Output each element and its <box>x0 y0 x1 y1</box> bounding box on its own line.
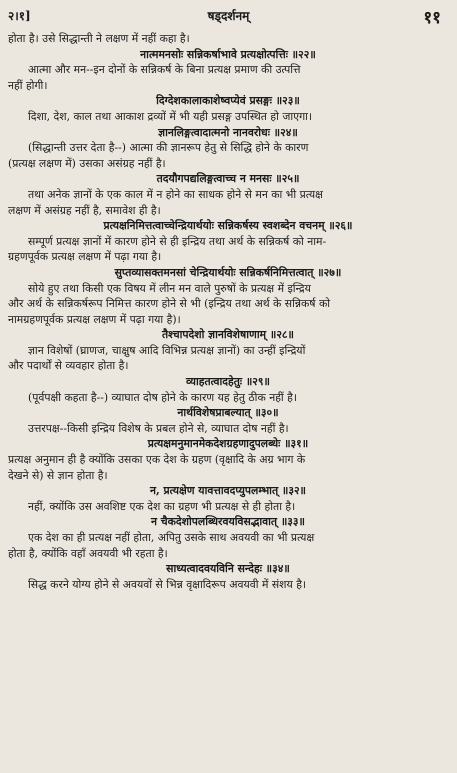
paragraph-start-line: सोये हुए तथा किसी एक विषय में लीन मन वाले पुरुषों के प्रत्यक्ष में इन्द्रिय <box>28 281 311 295</box>
sutra-line: प्रत्यक्षमनुमानमेकदेशग्रहणादुपलब्धेः ॥३१॥ <box>147 437 309 451</box>
page-header <box>8 5 449 27</box>
commentary-line: प्रत्यक्ष अनुमान ही है क्योंकि उसका एक देश के ग्रहण (वृक्षादि के अग्र भाग के <box>8 453 306 467</box>
sutra-line: ज्ञानलिङ्गत्वादात्मनो नानवरोधः ॥२४॥ <box>158 125 298 139</box>
paragraph-start-line: आत्मा और मन--इन दोनों के सन्निकर्ष के बिना प्रत्यक्ष प्रमाण की उत्पत्ति <box>28 63 301 77</box>
commentary-line: होता है, क्योंकि वहाँ अवयवी भी रहता है। <box>8 546 168 560</box>
paragraph-start-line: एक देश का ही प्रत्यक्ष नहीं होता, अपितु उसके साथ अवयवी का भी प्रत्यक्ष <box>28 531 315 544</box>
running-title: षड्दर्शनम् <box>207 9 250 23</box>
sutra-line: तैश्चापदेशो ज्ञानविशेषाणाम् ॥२८॥ <box>161 328 295 342</box>
paragraph-start-line: (पूर्वपक्षी कहता है--) व्याघात दोष होने के कारण यह हेतु ठीक नहीं है। <box>28 390 297 404</box>
sutra-line: नार्थविशेषप्राबल्यात् ॥३०॥ <box>177 406 279 420</box>
sutra-line: व्याहतत्वादहेतुः ॥२९॥ <box>185 375 271 389</box>
sutra-line: तदयौगपद्यलिङ्गत्वाच्च न मनसः ॥२५॥ <box>156 172 300 186</box>
sutra-line: दिग्देशकालाकाशेष्वप्येवं प्रसङ्गः ॥२३॥ <box>156 94 300 108</box>
commentary-line: ग्रहणपूर्वक प्रत्यक्ष लक्षण में पढ़ा गया है। <box>8 250 162 264</box>
commentary-line: (प्रत्यक्ष लक्षण में) उसका असंग्रह नहीं है। <box>8 156 166 170</box>
chapter-marker: २।१] <box>8 9 31 23</box>
commentary-line: लक्षण में असंग्रह नहीं है, समावेश ही है। <box>8 203 161 217</box>
paragraph-start-line: दिशा, देश, काल तथा आकाश द्रव्यों में भी यही प्रसङ्ग उपस्थित हो जाएगा। <box>28 109 313 123</box>
paragraph-start-line: उत्तरपक्ष--किसी इन्द्रिय विशेष के प्रबल होने से, व्याघात दोष नहीं है। <box>28 421 289 435</box>
page-number: ११ <box>423 8 441 28</box>
commentary-line: और पदार्थों से व्यवहार होता है। <box>8 359 129 373</box>
commentary-line: नहीं होगी। <box>8 78 48 92</box>
paragraph-start-line: नहीं, क्योंकि उस अवशिष्ट एक देश का ग्रहण भी प्रत्यक्ष से ही होता है। <box>28 499 296 513</box>
commentary-line: और अर्थ के सन्निकर्षरूप निमित्त कारण होने से भी (इन्द्रिय तथा अर्थ के सन्निकर्ष को <box>8 297 331 311</box>
sutra-line: सुप्तव्यासक्तमनसां चेन्द्रियार्थयोः सन्निकर्षनिमित्तत्वात् ॥२७॥ <box>114 265 342 279</box>
paragraph-start-line: सम्पूर्ण प्रत्यक्ष ज्ञानों में कारण होने से ही इन्द्रिय तथा अर्थ के सन्निकर्ष को नाम- <box>28 234 327 248</box>
sutra-line: न चैकदेशोपलब्धिरवयविसद्भावात् ॥३३॥ <box>150 515 306 529</box>
commentary-line: होता है। उसे सिद्धान्ती ने लक्षण में नहीं कहा है। <box>8 32 190 45</box>
paragraph-start-line: तथा अनेक ज्ञानों के एक काल में न होने का साधक होने से मन का भी प्रत्यक्ष <box>28 187 323 201</box>
sutra-line: नात्ममनसोः सन्निकर्षाभावे प्रत्यक्षोत्पत्तिः ॥२२॥ <box>140 47 316 61</box>
paragraph-start-line: (सिद्धान्ती उत्तर देता है--) आत्मा की ज्ञानरूप हेतु से सिद्धि होने के कारण <box>28 141 309 155</box>
sutra-line: साध्यत्वादवयविनि सन्देहः ॥३४॥ <box>166 562 290 576</box>
paragraph-start-line: सिद्ध करने योग्य होने से अवयवों से भिन्न वृक्षादिरूप अवयवी में संशय है। <box>28 577 307 591</box>
page-body <box>8 31 448 592</box>
commentary-line: नामग्रहणपूर्वक प्रत्यक्ष लक्षण में पढ़ा गया है)। <box>8 312 181 326</box>
sutra-line: न, प्रत्यक्षेण यावत्तावदप्युपलम्भात् ॥३२॥ <box>149 484 307 498</box>
sutra-line: प्रत्यक्षनिमित्तत्वाच्चेन्द्रियार्थयोः सन्निकर्षस्य स्वशब्देन वचनम् ॥२६॥ <box>103 219 353 233</box>
commentary-line: देखने से) से ज्ञान होता है। <box>8 468 108 482</box>
paragraph-start-line: ज्ञान विशेषों (घ्राणज, चाक्षुष आदि विभिन्न प्रत्यक्ष ज्ञानों) का उन्हीं इन्द्रियों <box>28 343 306 357</box>
